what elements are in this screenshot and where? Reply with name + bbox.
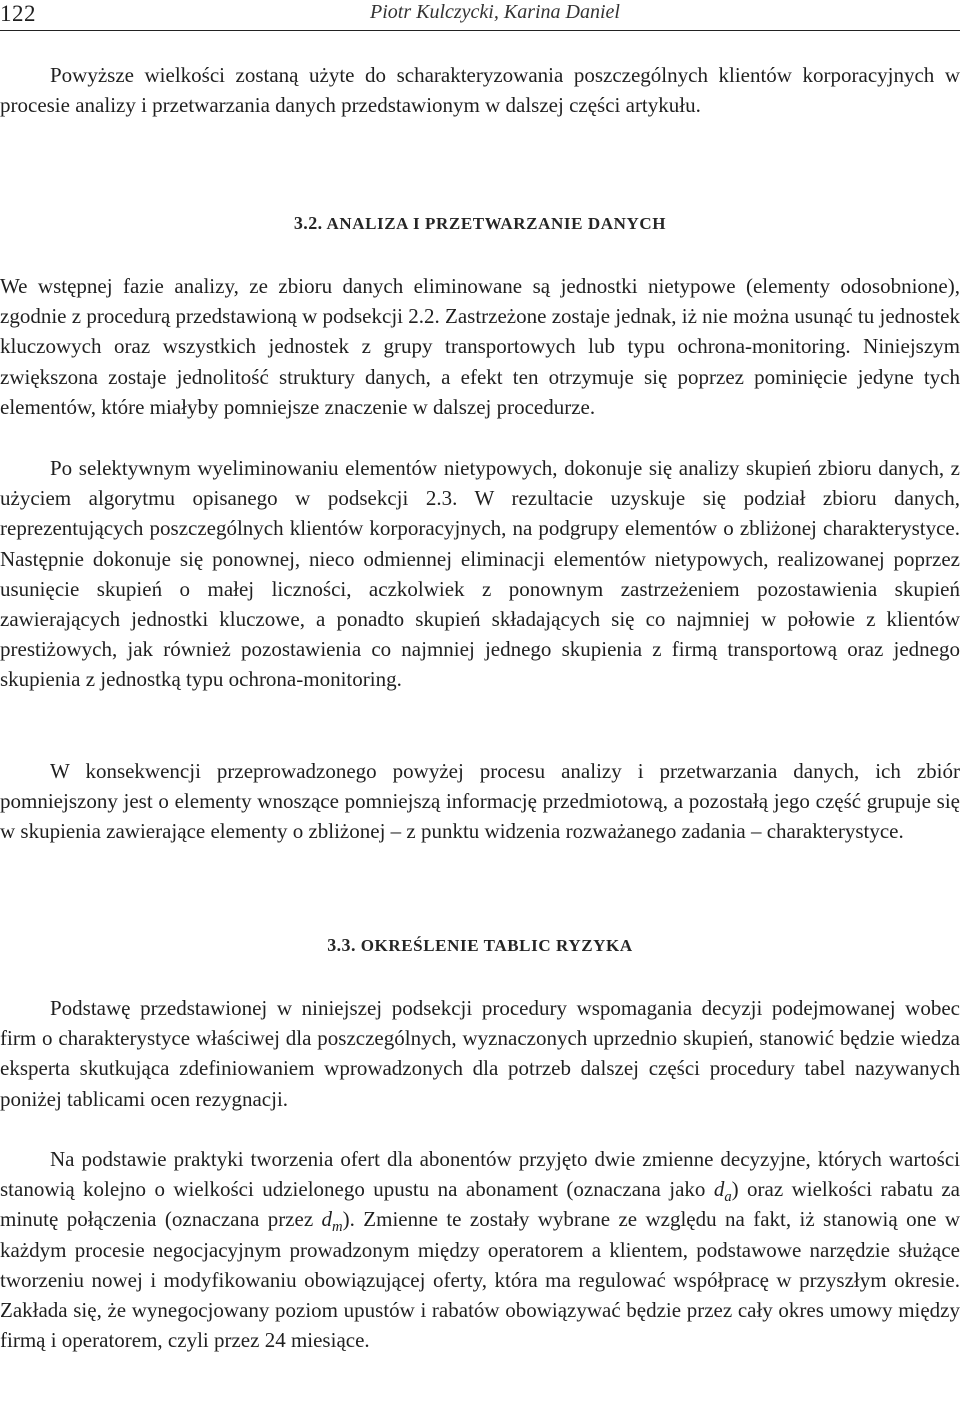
variable-d-m: $d_m$	[321, 1207, 343, 1236]
variable-d-a: $d_a$	[713, 1177, 732, 1206]
running-head: Piotr Kulczycki, Karina Daniel	[370, 1, 620, 23]
body-paragraph: Na podstawie praktyki tworzenia ofert dla abonentów przyjęto dwie zmienne decyzyjne, których wartości stanowią kolejno o wielkości udzielonego upustu na abonament (oznaczana jako $d_a$) oraz wielkości rabatu za minutę połączenia (oznaczana przez $d_m$). Zmienne te zostały wybrane ze względu na fakt, iż stanowią one w każdym procesie negocjacyjnym prowadzonym między operatorem a klientem, podstawowe narzędzie służące tworzeniu nowej i modyfikowaniu obowiązującej oferty, która ma regulować współpracę w przyszłym okresie. Zakłada się, że wynegocjowany poziom upustów i rabatów obowiązywać będzie przez cały okres umowy między firmą i operatorem, czyli przez 24 miesiące.	[0, 1147, 960, 1353]
body-paragraph: Podstawę przedstawionej w niniejszej podsekcji procedury wspomagania decyzji podejmowanej wobec firm o charakterystyce właściwej dla poszczególnych, wyznaczonych uprzednio skupień, stanowić będzie wiedza eksperta skutkująca zdefiniowaniem wprowadzonych dla potrzeb dalszej części procedury tabel nazywanych poniżej tablicami ocen rezygnacji.	[0, 996, 960, 1111]
section-heading-3-3	[0, 935, 960, 956]
page-number: 122	[0, 1, 36, 26]
section-title: ANALIZA I PRZETWARZANIE DANYCH	[326, 214, 667, 233]
intro-paragraph: Powyższe wielkości zostaną użyte do scharakteryzowania poszczególnych klientów korporacyjnych w procesie analizy i przetwarzania danych przedstawionym w dalszej części artykułu.	[0, 63, 960, 118]
section-heading-3-2	[0, 213, 960, 234]
section-number: 3.3.	[327, 935, 356, 955]
page-header	[0, 0, 960, 31]
section-number: 3.2.	[293, 213, 323, 233]
body-paragraph: W konsekwencji przeprowadzonego powyżej procesu analizy i przetwarzania danych, ich zbiór pomniejszony jest o elementy wnoszące pomniejszą informację przedmiotową, a pozostałą jego część grupuje się w skupienia zawierające elementy o zbliżonej – z punktu widzenia rozważanego zadania – charakterystyce.	[0, 759, 960, 844]
body-paragraph: We wstępnej fazie analizy, ze zbioru danych eliminowane są jednostki nietypowe (elementy odosobnione), zgodnie z procedurą przedstawioną w podsekcji 2.2. Zastrzeżone zostaje jednak, iż nie można usunąć tu jednostek kluczowych oraz wszystkich jednostek z grupy transportowych lub typu ochrona-monitoring. Niniejszym zwiększona zostaje jednolitość struktury danych, a efekt ten otrzymuje się poprzez pominięcie jedyne tych elementów, które miałyby pomniejsze znaczenie w dalszej procedurze.	[0, 274, 960, 419]
body-paragraph: Po selektywnym wyeliminowaniu elementów nietypowych, dokonuje się analizy skupień zbioru danych, z użyciem algorytmu opisanego w podsekcji 2.3. W rezultacie uzyskuje się podział zbioru danych, reprezentujących poszczególnych klientów korporacyjnych, na podgrupy elementów o zbliżonej charakterystyce. Następnie dokonuje się ponownej, nieco odmiennej eliminacji elementów nietypowych, realizowanej poprzez usunięcie skupień o małej liczności, aczkolwiek z ponownym zastrzeżeniem pozostawienia skupień zawierających jednostki kluczowe, a ponadto skupień składających się co najmniej w połowie z klientów prestiżowych, jak również pozostawienia co najmniej jednego skupienia z firmą transportową oraz jednego skupienia z jednostką typu ochrona-monitoring.	[0, 456, 960, 692]
section-title: OKREŚLENIE TABLIC RYZYKA	[360, 936, 633, 955]
